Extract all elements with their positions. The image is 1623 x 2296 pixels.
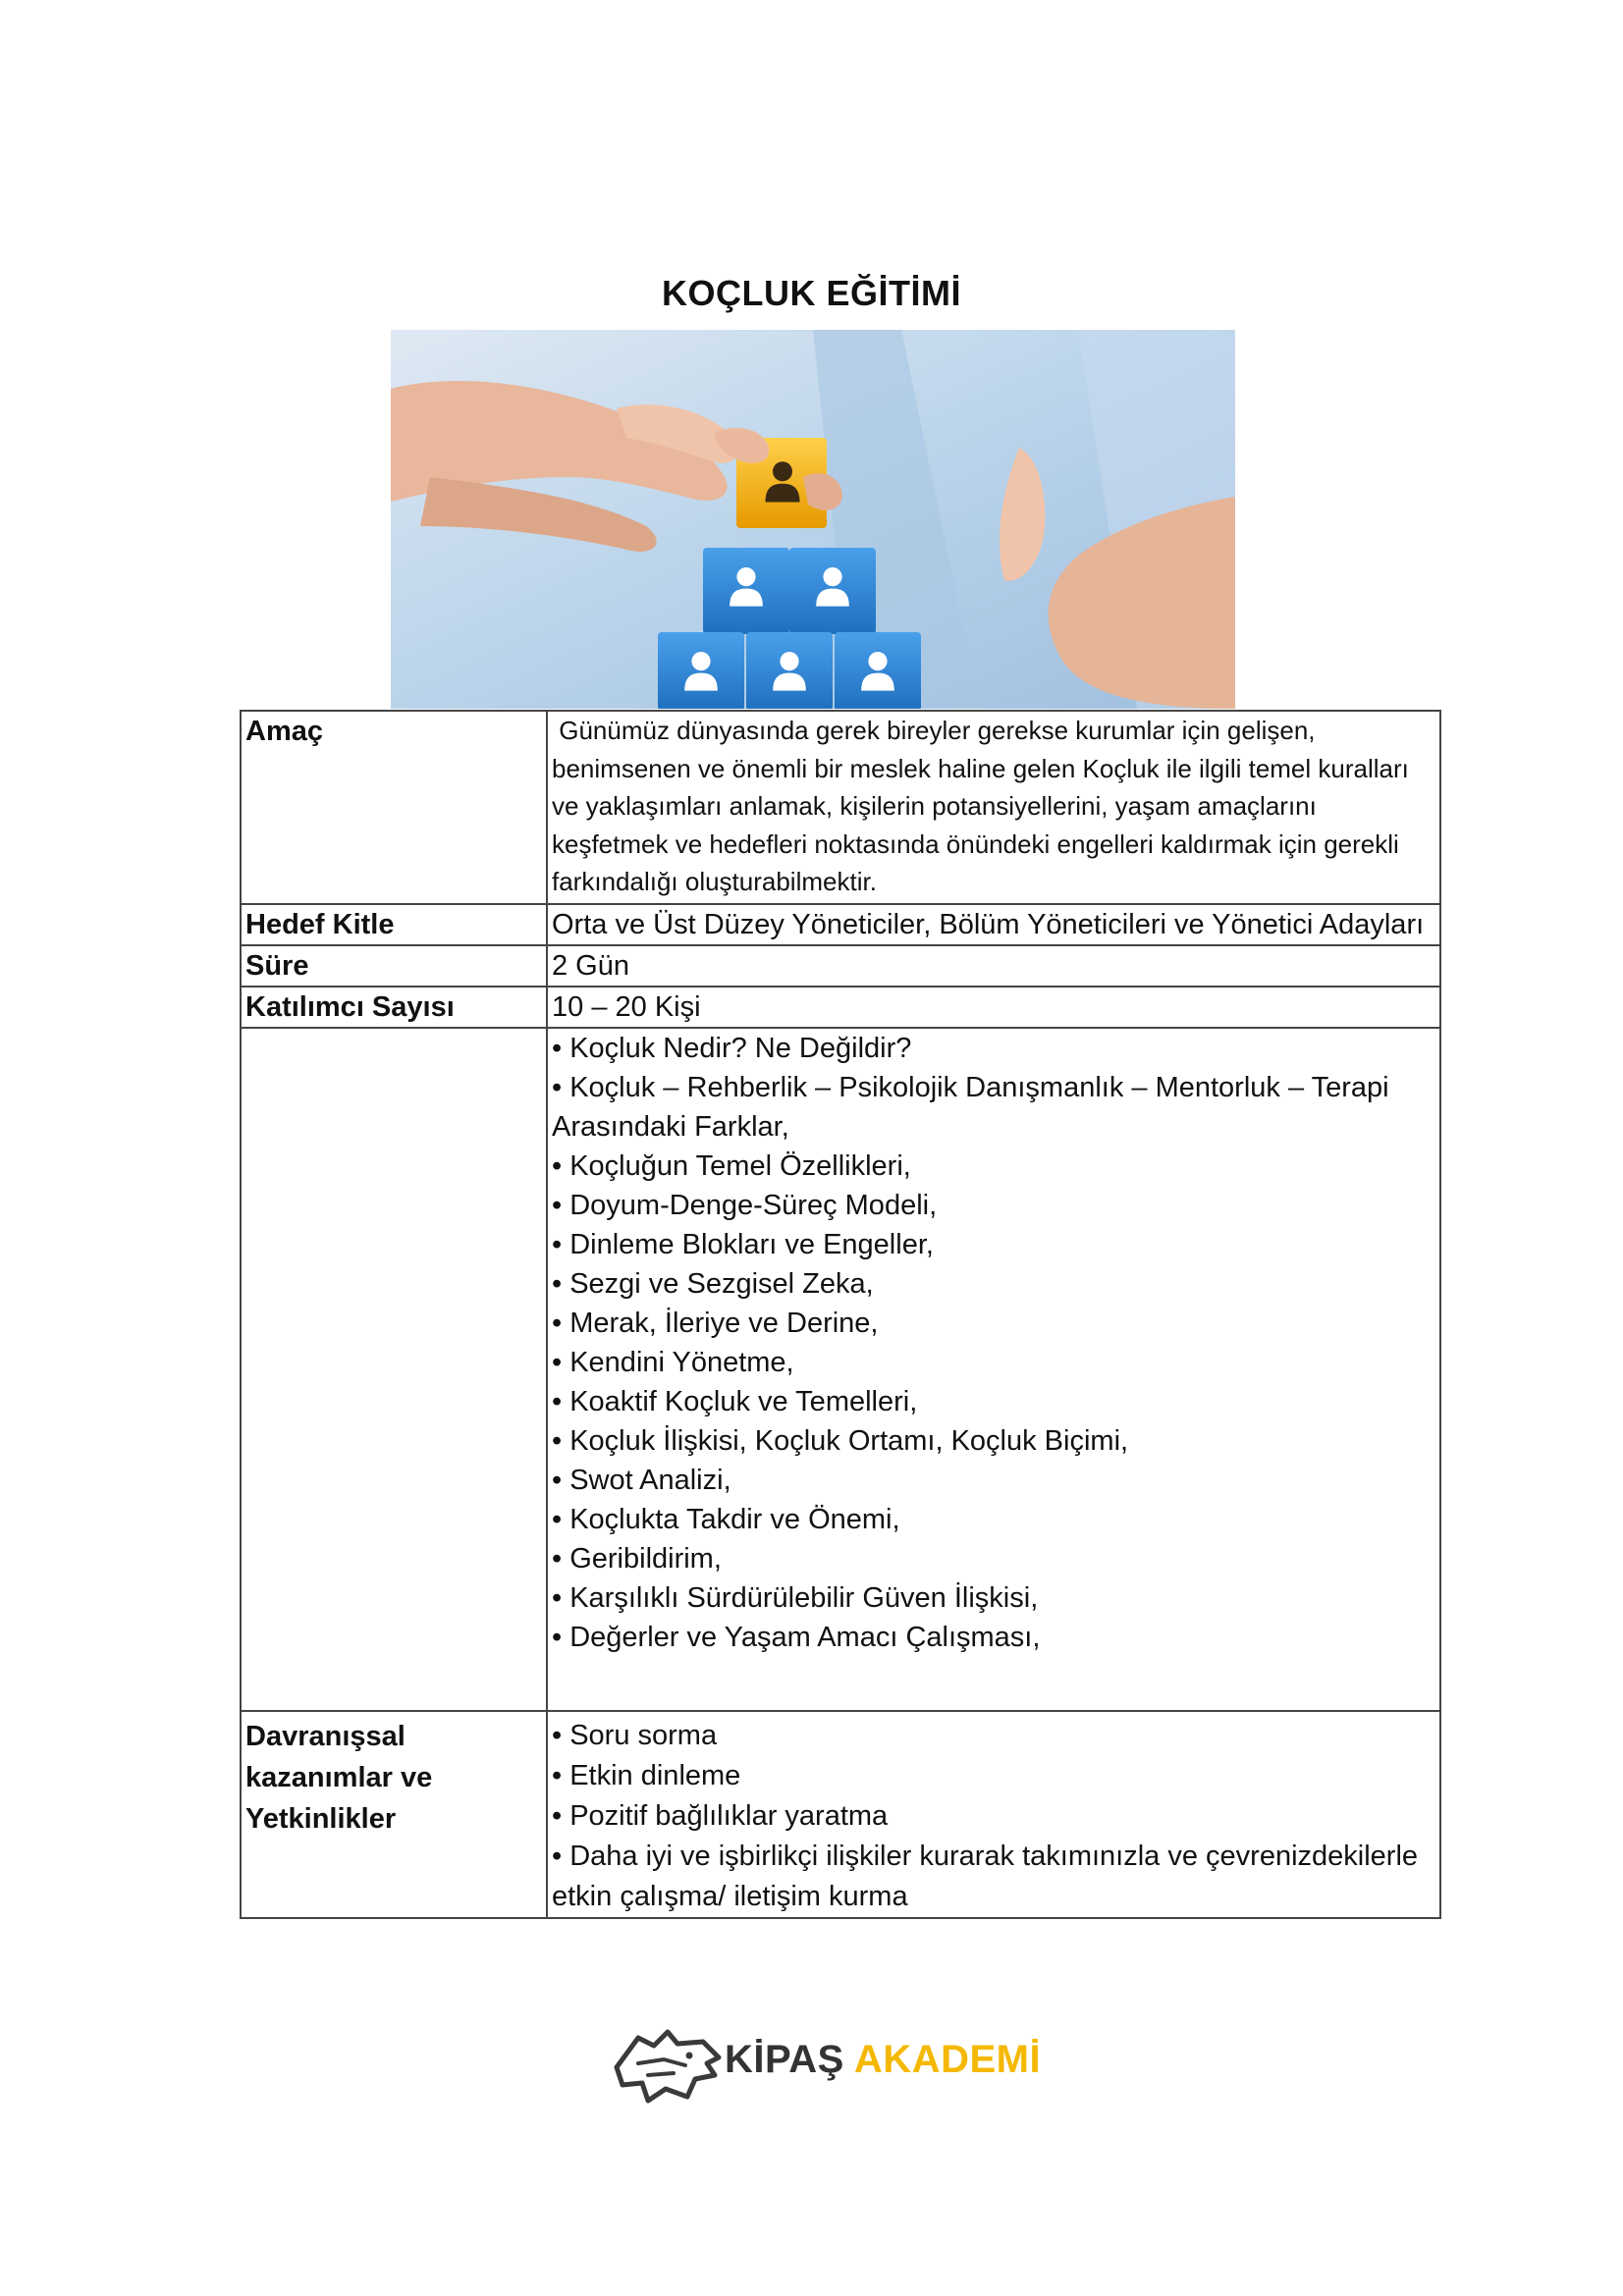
list-item: • Pozitif bağlılıklar yaratma [552, 1799, 889, 1832]
table-row [241, 711, 1440, 904]
logo-wordmark [725, 2038, 1041, 2082]
icerik-label [241, 1028, 547, 1711]
davranissal-label: Davranışsal kazanımlar ve Yetkinlikler [241, 1711, 547, 1918]
list-item: • Kendini Yönetme, [552, 1346, 794, 1378]
list-item: • Koçluk – Rehberlik – Psikolojik Danışmanlık – Mentorluk – Terapi Arasındaki Farklar, [552, 1071, 1389, 1143]
katilimci-sayisi-value: 10 – 20 Kişi [547, 987, 1440, 1028]
table-row [241, 1028, 1440, 1711]
kipas-akademi-logo [609, 2024, 1042, 2105]
list-item: • Karşılıklı Sürdürülebilir Güven İlişkisi, [552, 1581, 1039, 1614]
list-item: • Merak, İleriye ve Derine, [552, 1307, 879, 1339]
hedef-kitle-value: Orta ve Üst Düzey Yöneticiler, Bölüm Yöneticileri ve Yönetici Adayları [547, 904, 1440, 945]
list-item: • Koçluk Nedir? Ne Değildir? [552, 1032, 912, 1064]
sure-label: Süre [241, 945, 547, 987]
list-item: • Sezgi ve Sezgisel Zeka, [552, 1267, 874, 1300]
logo-suffix: AKADEMİ [853, 2038, 1042, 2081]
page-title: KOÇLUK EĞİTİMİ [662, 273, 961, 313]
table-row [241, 1711, 1440, 1918]
wolf-head-icon [609, 2024, 725, 2105]
list-item: • Doyum-Denge-Süreç Modeli, [552, 1189, 938, 1221]
logo-brand: KİPAŞ [725, 2038, 844, 2081]
list-item: • Geribildirim, [552, 1542, 722, 1575]
list-item: • Değerler ve Yaşam Amacı Çalışması, [552, 1621, 1041, 1653]
amac-value: Günümüz dünyasında gerek bireyler gerekse kurumlar için gelişen, benimsenen ve önemli bir meslek haline gelen Koçluk ile ilgili temel kuralları ve yaklaşımları anlamak, kişilerin potansiyellerini, yaşam amaçlarını keşfetmek ve hedefleri noktasında önündeki engelleri kaldırmak için gerekli farkındalığı oluşturabilmektir. [547, 711, 1440, 904]
katilimci-sayisi-label: Katılımcı Sayısı [241, 987, 547, 1028]
training-info-table [240, 710, 1441, 1919]
icerik-list [547, 1028, 1440, 1711]
list-item: • Soru sorma [552, 1719, 718, 1751]
davranissal-list [547, 1711, 1440, 1918]
coaching-photo [391, 330, 1235, 709]
table-row [241, 987, 1440, 1028]
list-item: • Daha iyi ve işbirlikçi ilişkiler kurarak takımınızla ve çevrenizdekilerle etkin çalışma/ iletişim kurma [552, 1840, 1419, 1912]
hedef-kitle-label: Hedef Kitle [241, 904, 547, 945]
list-item: • Koaktif Koçluk ve Temelleri, [552, 1385, 918, 1417]
list-item: • Koçluğun Temel Özellikleri, [552, 1149, 911, 1182]
list-item: • Koçluk İlişkisi, Koçluk Ortamı, Koçluk Biçimi, [552, 1424, 1129, 1457]
list-item: • Koçlukta Takdir ve Önemi, [552, 1503, 900, 1535]
list-item: • Swot Analizi, [552, 1464, 731, 1496]
table-row [241, 945, 1440, 987]
table-row [241, 904, 1440, 945]
list-item: • Dinleme Blokları ve Engeller, [552, 1228, 934, 1260]
list-item: • Etkin dinleme [552, 1759, 741, 1791]
amac-label: Amaç [241, 711, 547, 904]
sure-value: 2 Gün [547, 945, 1440, 987]
